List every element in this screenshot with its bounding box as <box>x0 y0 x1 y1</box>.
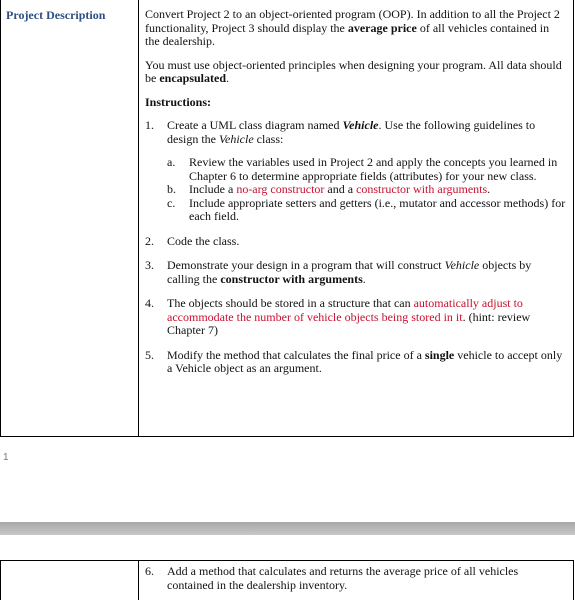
intro-paragraph-1: Convert Project 2 to an object-oriented program (OOP). In addition to all the Project 2 functionality, Project 3 should display the average price of all vehicles contained in the dealership. <box>145 7 560 48</box>
intro-paragraph-2: You must use object-oriented principles when designing your program. All data should be encapsulated. <box>145 57 562 85</box>
list-item: 5. Modify the method that calculates the final price of a single vehicle to accept only a Vehicle object as an argument. <box>145 347 563 375</box>
column-divider <box>138 0 139 436</box>
page-break-gap <box>0 522 575 535</box>
sub-list <box>167 156 566 224</box>
list-item: 2. Code the class. <box>145 233 240 248</box>
description-content-continued <box>145 565 566 603</box>
column-divider <box>138 561 139 600</box>
description-content <box>145 8 566 387</box>
list-item: 1. Create a UML class diagram named Vehicle. Use the following guidelines to design the Vehicle class: a. Review the variables used in Project 2 and apply the concepts you learned in Chapter 6 to determine appropriate fields (attributes) for your new class. b. Include a no-arg constructor and a constructor with arguments. c. Include appropriate setters and getters (i.e., mutator and accessor methods) for each field. <box>145 118 566 223</box>
sub-item: b. Include a no-arg constructor and a constructor with arguments. <box>167 182 491 196</box>
sub-item: c. Include appropriate setters and getters (i.e., mutator and accessor methods) for each field. <box>167 195 566 223</box>
sub-item: a. Review the variables used in Project 2 and apply the concepts you learned in Chapter 6 to determine appropriate fields (attributes) for your new class. <box>167 155 558 183</box>
instructions-label: Instructions: <box>145 94 212 109</box>
project-description-header: Project Description <box>6 8 106 22</box>
page-number: 1 <box>3 452 9 463</box>
list-item: 3. Demonstrate your design in a program that will construct Vehicle objects by calling the constructor with arguments. <box>145 258 532 286</box>
list-item: 6. Add a method that calculates and returns the average price of all vehicles contained in the dealership inventory. <box>145 564 519 592</box>
list-item: 4. The objects should be stored in a structure that can automatically adjust to accommodate the number of vehicle objects being stored in it. (hint: review Chapter 7) <box>145 296 531 337</box>
